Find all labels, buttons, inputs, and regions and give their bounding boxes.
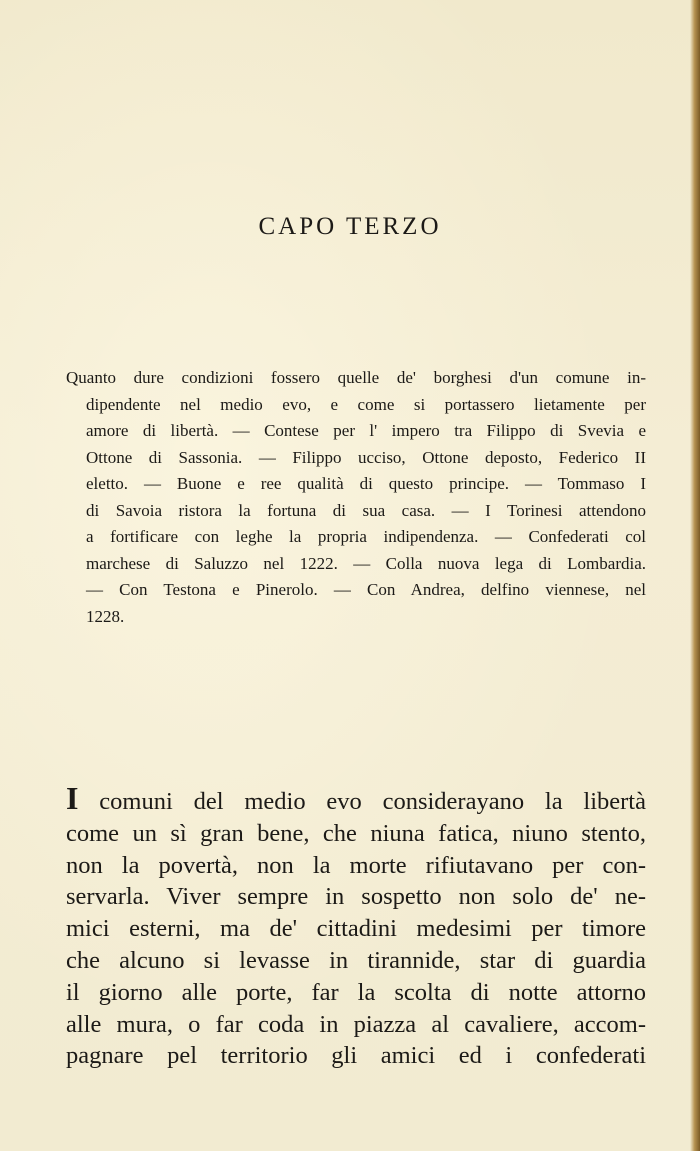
summary-line: Ottone di Sassonia. — Filippo ucciso, Ottone deposto, Federico II <box>86 447 646 467</box>
summary-line: Quanto dure condizioni fossero quelle de' borghesi d'un comune in- <box>66 368 646 387</box>
body-line: alle mura, o far coda in piazza al cavaliere, accom- <box>66 1010 646 1038</box>
initial-letter: I <box>66 780 79 816</box>
body-paragraph <box>66 780 646 1072</box>
chapter-summary <box>66 365 646 630</box>
body-line: che alcuno si levasse in tirannide, star di guardia <box>66 946 646 974</box>
body-first-line <box>66 780 646 818</box>
body-line: il giorno alle porte, far la scolta di notte attorno <box>66 978 646 1006</box>
summary-line: eletto. — Buone e ree qualità di questo principe. — Tommaso I <box>86 474 646 493</box>
body-line: mici esterni, ma de' cittadini medesimi per timore <box>66 915 646 943</box>
first-line-text: comuni del medio evo considerayano la libertà <box>78 788 646 815</box>
chapter-heading: CAPO TERZO <box>258 213 442 240</box>
body-line: pagnare pel territorio gli amici ed i confederati <box>66 1042 646 1070</box>
page-edge-shadow <box>690 0 700 1151</box>
summary-line: 1228. <box>86 606 125 626</box>
summary-line: amore di libertà. — Contese per l' impero tra Filippo di Svevia e <box>86 421 646 440</box>
body-line: non la povertà, non la morte rifiutavano per con- <box>66 851 646 879</box>
summary-line: di Savoia ristora la fortuna di sua casa. — I Torinesi attendono <box>86 500 646 520</box>
summary-line: a fortificare con leghe la propria indipendenza. — Confederati col <box>86 527 646 546</box>
body-line: come un sì gran bene, che niuna fatica, niuno stento, <box>66 819 646 847</box>
summary-line: marchese di Saluzzo nel 1222. — Colla nuova lega di Lombardia. <box>86 553 646 573</box>
summary-line: dipendente nel medio evo, e come si portassero lietamente per <box>86 394 646 414</box>
summary-line: — Con Testona e Pinerolo. — Con Andrea, delfino viennese, nel <box>86 580 646 599</box>
body-line: servarla. Viver sempre in sospetto non solo de' ne- <box>66 883 646 911</box>
